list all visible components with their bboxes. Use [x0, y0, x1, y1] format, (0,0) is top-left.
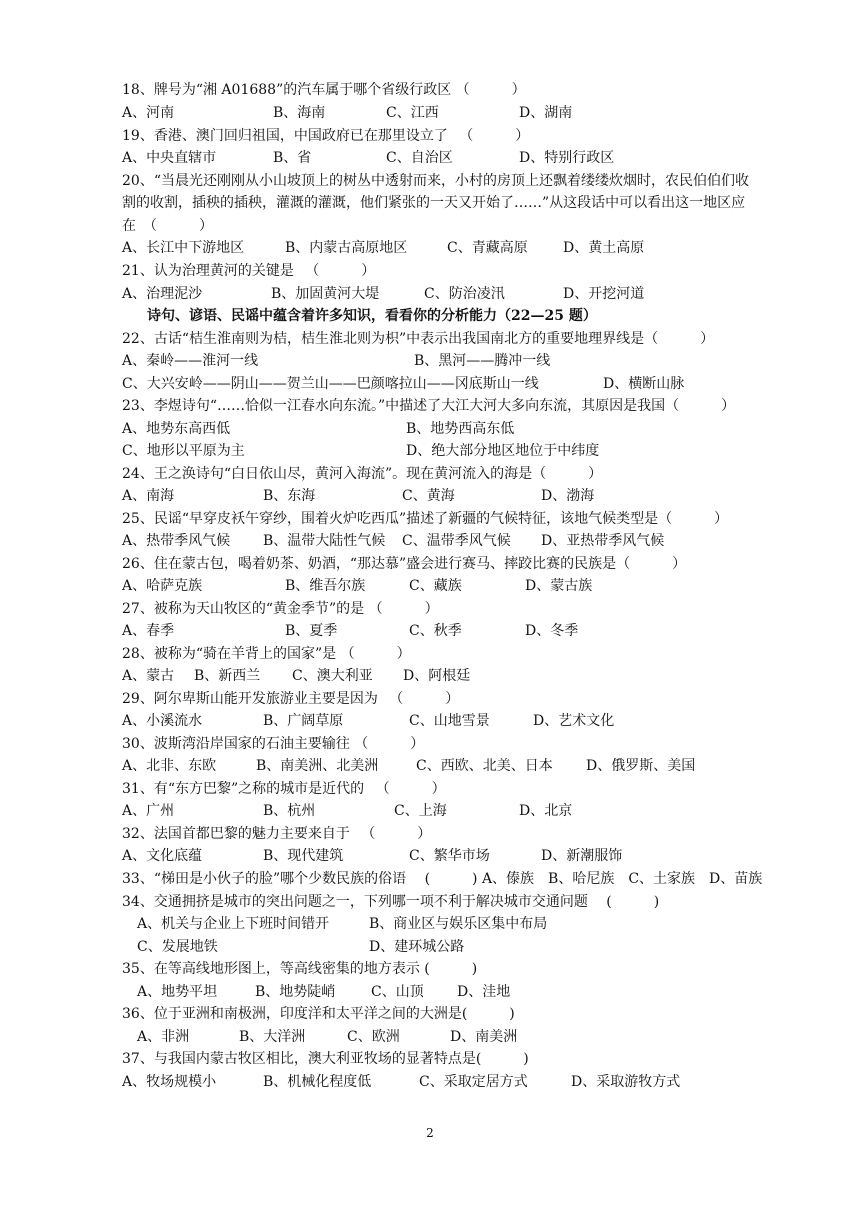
option-a: A、长江中下游地区: [122, 240, 245, 256]
question-26: 26、住在蒙古包，喝着奶茶、奶酒，“那达慕”盛会进行赛马、摔跤比赛的民族是（ ）: [122, 556, 687, 572]
option-d: D、俄罗斯、美国: [586, 758, 696, 774]
question-31: 31、有“东方巴黎”之称的城市是近代的 （ ）: [122, 781, 446, 797]
option-c: C、繁华市场: [409, 848, 490, 864]
option-a: A、哈萨克族: [122, 578, 203, 594]
option-b: B、黑河——腾冲一线: [414, 353, 551, 369]
option-c: C、防治凌汛: [424, 286, 505, 302]
option-a: A、河南: [122, 105, 175, 121]
option-a: A、地势东高西低: [122, 421, 231, 437]
option-a: A、广州: [122, 803, 175, 819]
option-c: C、大兴安岭——阴山——贺兰山——巴颜喀拉山——冈底斯山一线: [122, 376, 539, 392]
option-b: B、加固黄河大堤: [271, 286, 380, 302]
option-a: A、南海: [122, 488, 175, 504]
option-d: D、阿根廷: [403, 668, 471, 684]
option-a: A、北非、东欧: [122, 758, 217, 774]
option-c: C、欧洲: [347, 1029, 400, 1045]
question-30: 30、波斯湾沿岸国家的石油主要输往 （ ）: [122, 736, 425, 752]
option-d: D、绝大部分地区地位于中纬度: [406, 443, 600, 459]
option-c: C、温带季风气候: [402, 533, 511, 549]
option-a: A、热带季风气候: [122, 533, 231, 549]
option-a: A、地势平坦: [137, 984, 218, 1000]
question-35: 35、在等高线地形图上，等高线密集的地方表示 ( ): [122, 961, 478, 977]
option-b: B、杭州: [263, 803, 316, 819]
question-37: 37、与我国内蒙古牧区相比，澳大利亚牧场的显著特点是( ): [122, 1051, 529, 1067]
option-d: D、黄土高原: [563, 240, 645, 256]
option-c: C、澳大利亚: [292, 668, 373, 684]
question-20-line-3: 在 （ ）: [122, 218, 213, 234]
option-b: B、广阔草原: [263, 713, 344, 729]
option-a: A、秦岭——淮河一线: [122, 353, 259, 369]
question-22: 22、古话“桔生淮南则为桔，桔生淮北则为枳”中表示出我国南北方的重要地理界线是（ ）: [122, 331, 715, 347]
option-d: D、蒙古族: [525, 578, 593, 594]
question-29: 29、阿尔卑斯山能开发旅游业主要是因为 （ ）: [122, 691, 460, 707]
option-c: C、上海: [394, 803, 447, 819]
option-d: D、特别行政区: [519, 150, 615, 166]
question-36: 36、位于亚洲和南极洲，印度洋和太平洋之间的大洲是( ): [122, 1006, 515, 1022]
option-c: C、青藏高原: [447, 240, 528, 256]
option-c: C、自治区: [386, 150, 453, 166]
option-d: D、渤海: [541, 488, 595, 504]
option-c: C、采取定居方式: [419, 1074, 528, 1090]
option-b: B、海南: [273, 105, 326, 121]
option-c: C、山地雪景: [409, 713, 490, 729]
option-c: C、江西: [386, 105, 439, 121]
question-18: 18、牌号为“湘 A01688”的汽车属于哪个省级行政区 （ ）: [122, 82, 526, 98]
option-d: D、新潮服饰: [541, 848, 623, 864]
question-19: 19、香港、澳门回归祖国，中国政府已在那里设立了 （ ）: [122, 128, 530, 144]
question-33: 33、“梯田是小伙子的脸”哪个少数民族的俗语 ( ) A、傣族 B、哈尼族 C、土家族 D、苗族: [122, 871, 763, 887]
option-c: C、西欧、北美、日本: [416, 758, 553, 774]
question-21: 21、认为治理黄河的关键是 （ ）: [122, 263, 376, 279]
option-c: C、藏族: [409, 578, 462, 594]
question-25: 25、民谣“早穿皮袄午穿纱，围着火炉吃西瓜”描述了新疆的气候特征，该地气候类型是（ ）: [122, 511, 729, 527]
option-c: C、发展地铁: [137, 939, 218, 955]
option-a: A、文化底蕴: [122, 848, 203, 864]
option-b: B、维吾尔族: [285, 578, 366, 594]
option-d: D、建环城公路: [369, 939, 465, 955]
option-b: B、夏季: [285, 623, 338, 639]
option-b: B、省: [273, 150, 312, 166]
option-c: C、黄海: [402, 488, 455, 504]
option-d: D、亚热带季风气候: [541, 533, 665, 549]
option-b: B、现代建筑: [263, 848, 344, 864]
option-d: D、采取游牧方式: [571, 1074, 681, 1090]
option-d: D、洼地: [457, 984, 511, 1000]
option-c: C、地形以平原为主: [122, 443, 245, 459]
option-d: D、冬季: [525, 623, 579, 639]
question-27: 27、被称为天山牧区的“黄金季节”的是 （ ）: [122, 601, 439, 617]
option-a: A、小溪流水: [122, 713, 203, 729]
option-a: A、蒙古: [122, 668, 175, 684]
option-d: D、南美洲: [450, 1029, 518, 1045]
option-d: D、湖南: [519, 105, 573, 121]
option-d: D、开挖河道: [563, 286, 645, 302]
option-a: A、治理泥沙: [122, 286, 203, 302]
question-20-line-2: 割的收割，插秧的插秧，灌溉的灌溉，他们紧张的一天又开始了……”从这段话中可以看出这一地区应: [122, 195, 746, 211]
option-b: B、大洋洲: [239, 1029, 306, 1045]
question-23: 23、李煜诗句“……恰似一江春水向东流。”中描述了大江大河大多向东流，其原因是我国（ ）: [122, 398, 736, 414]
question-28: 28、被称为“骑在羊背上的国家”是 （ ）: [122, 646, 411, 662]
question-34: 34、交通拥挤是城市的突出问题之一，下列哪一项不利于解决城市交通问题 ( ): [122, 894, 660, 910]
option-b: B、南美洲、北美洲: [256, 758, 379, 774]
option-b: B、地势陡峭: [255, 984, 336, 1000]
option-a: A、非洲: [137, 1029, 190, 1045]
option-b: B、机械化程度低: [263, 1074, 372, 1090]
option-b: B、地势西高东低: [406, 421, 515, 437]
option-b: B、新西兰: [194, 668, 261, 684]
question-32: 32、法国首都巴黎的魅力主要来自于 （ ）: [122, 826, 432, 842]
question-24: 24、王之涣诗句“白日依山尽，黄河入海流”。现在黄河流入的海是（ ）: [122, 466, 603, 482]
option-a: A、春季: [122, 623, 175, 639]
option-a: A、机关与企业上下班时间错开: [137, 916, 330, 932]
option-c: C、秋季: [409, 623, 462, 639]
option-b: B、商业区与娱乐区集中布局: [369, 916, 548, 932]
option-b: B、东海: [263, 488, 316, 504]
option-b: B、温带大陆性气候: [263, 533, 386, 549]
question-20-line-1: 20、“当晨光还刚刚从小山坡顶上的树丛中透射而来，小村的房顶上还飘着缕缕炊烟时，农民伯伯们收: [122, 173, 749, 189]
option-a: A、中央直辖市: [122, 150, 217, 166]
option-c: C、山顶: [371, 984, 424, 1000]
option-d: D、横断山脉: [603, 376, 685, 392]
option-b: B、内蒙古高原地区: [285, 240, 408, 256]
section-heading: 诗句、谚语、民谣中蕴含着许多知识，看看你的分析能力（22—25 题）: [147, 308, 597, 324]
option-a: A、牧场规模小: [122, 1074, 217, 1090]
option-d: D、北京: [519, 803, 573, 819]
page-number: 2: [426, 1126, 434, 1140]
option-d: D、艺术文化: [533, 713, 615, 729]
